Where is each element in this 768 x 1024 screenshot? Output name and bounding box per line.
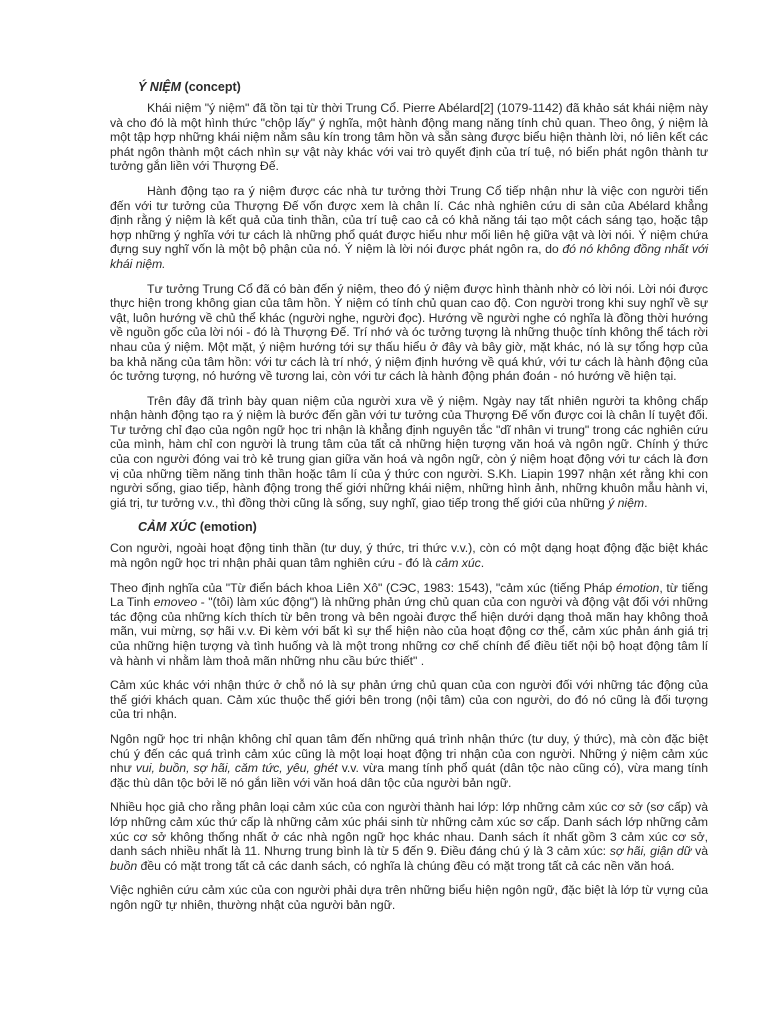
paragraph: Tư tưởng Trung Cổ đã có bàn đến ý niệm, theo đó ý niệm được hình thành nhờ có lời nói. Lời nói được thực hiện trong không gian của tâm hồn. Ý niệm có tính chủ quan cao độ. Con người trong khi suy nghĩ về sự vật, luôn hướng về chủ thể khác (người nghe, người đọc). Hướng về người nghe có nghĩa là đồng thời hướng về nguồn gốc của lời nói - đó là Thượng Đế. Trí nhớ và óc tưởng tượng là những thuộc tính không thể tách rời nhau của ý niệm. Một mặt, ý niệm hướng tới sự thấu hiểu ở đây và bây giờ, mặt khác, nó là sự tổng hợp của ba khả năng của tâm hồn: với tư cách là trí nhớ, ý niệm định hướng về quá khứ, với tư cách là hành động của óc tưởng tượng, nó hướng về tương lai, còn với tư cách là hành động phán đoán - nó hướng về hiện tại.	[110, 281, 708, 384]
paragraph: Việc nghiên cứu cảm xúc của con người phải dựa trên những biểu hiện ngôn ngữ, đặc biệt là lớp từ vựng của ngôn ngữ tự nhiên, thường nhật của người bản ngữ.	[110, 883, 708, 912]
heading-title: CẢM XÚC	[138, 520, 197, 535]
paragraph: Con người, ngoài hoạt động tinh thần (tư duy, ý thức, tri thức v.v.), còn có một dạng hoạt động đặc biệt khác mà ngôn ngữ học tri nhận phải quan tâm nghiên cứu - đó là cảm xúc.	[110, 541, 708, 571]
section-heading-concept	[110, 80, 708, 95]
paragraph: Ngôn ngữ học tri nhận không chỉ quan tâm đến những quá trình nhận thức (tư duy, ý thức), mà còn đặc biệt chú ý đến các quá trình cảm xúc cũng là một loại hoạt động tri nhận của con người. Những ý niệm cảm xúc như vui, buồn, sợ hãi, căm tức, yêu, ghét v.v. vừa mang tính phổ quát (dân tộc nào cũng có), vừa mang tính đặc thù dân tộc bởi lẽ nó gắn liền với văn hoá dân tộc của người bản ngữ.	[110, 731, 708, 790]
heading-subtitle: (emotion)	[199, 520, 257, 535]
heading-subtitle: (concept)	[184, 80, 241, 94]
paragraph: Cảm xúc khác với nhận thức ở chỗ nó là sự phản ứng chủ quan của con người đối với những tác động của thế giới khách quan. Cảm xúc thuộc thế giới bên trong (nội tâm) của con người, do đó nó cũng là đối tượng của tri nhận.	[110, 678, 708, 722]
section-heading-emotion	[110, 520, 708, 535]
heading-title: Ý NIỆM	[138, 80, 182, 94]
paragraph: Khái niệm "ý niệm" đã tồn tại từ thời Trung Cổ. Pierre Abélard[2] (1079-1142) đã khảo sát khái niệm này và cho đó là một hình thức "chộp lấy" ý nghĩa, một hành động mang năng tính chủ quan. Theo ông, ý niệm là một tập hợp những khái niệm nằm sâu kín trong tâm hồn và sẵn sàng được biểu hiện thành lời, nó liên kết các phát ngôn thành một cách nhìn sự vật này khác với vai trò quyết định của trí tuệ, nó biển phát ngôn thành tư tưởng gắn liền với Thượng Đế.	[110, 101, 708, 174]
paragraph: Theo định nghĩa của "Từ điển bách khoa Liên Xô" (СЭС, 1983: 1543), "cảm xúc (tiếng Pháp émotion, từ tiếng La Tinh emoveo - "(tôi) làm xúc động") là những phản ứng chủ quan của con người và động vật đối với những tác động của những kích thích từ bên trong và bên ngoài được thể hiện dưới dạng thoả mãn hay không thoả mãn, vui mừng, sợ hãi v.v. Đi kèm với bất kì sự thể hiện nào của hoạt động cơ thể, cảm xúc phản ánh giá trị của những hiện tượng và tình huống và là một trong những cơ chế chính để điều tiết nội bộ hoạt động tâm lí và hành vi nhằm làm thoả mãn những nhu cầu bức thiết" .	[110, 580, 709, 668]
paragraph: Nhiều học giả cho rằng phân loại cảm xúc của con người thành hai lớp: lớp những cảm xúc cơ sở (sơ cấp) và lớp những cảm xúc thứ cấp là những cảm xúc phái sinh từ những cảm xúc sơ cấp. Danh sách lớp những cảm xúc cơ sở không thống nhất ở các nhà ngôn ngữ học khác nhau. Danh sách ít nhất gồm 3 cảm xúc cơ sở, danh sách nhiều nhất là 11. Nhưng trung bình là từ 5 đến 9. Điều đáng chú ý là 3 cảm xúc: sợ hãi, giận dữ và buồn đều có mặt trong tất cả các danh sách, có nghĩa là chúng đều có mặt trong tất cả các nền văn hoá.	[110, 800, 708, 873]
paragraph: Trên đây đã trình bày quan niệm của người xưa về ý niệm. Ngày nay tất nhiên người ta không chấp nhận hành động tạo ra ý niệm là bước đến gần với tư tưởng của Thượng Đế vốn được coi là chân lí tuyệt đối. Tư tưởng chỉ đạo của ngôn ngữ học tri nhận là khẳng định nguyên tắc "dĩ nhân vi trung" trong các nghiên cứu của mình, hàm chỉ con người là trung tâm của tất cả những hiện tượng văn hoá và ngôn ngữ. Chính ý thức của con người đóng vai trò kẻ trung gian giữa văn hoá và ngôn ngữ, còn ý niệm hoạt động với tư cách là đơn vị của những tiềm năng tinh thần hoặc tâm lí của ý thức con người. S.Kh. Liapin 1997 nhận xét rằng khi con người sống, giao tiếp, hành động trong thế giới những khái niệm, những hình ảnh, những khuôn mẫu hành vi, giá trị, tư tưởng v.v., thì đồng thời cũng là sống, suy nghĩ, giao tiếp trong thế giới của những ý niệm.	[110, 393, 708, 510]
paragraph: Hành động tạo ra ý niệm được các nhà tư tưởng thời Trung Cổ tiếp nhận như là việc con người tiến đến với tư tưởng của Thượng Đế vốn được xem là chân lí. Các nhà nghiên cứu di sản của Abélard khẳng định rằng ý niệm là kết quả của tinh thần, của trí tuệ cao cả có khả năng tái tạo một cách sáng tạo, hoặc tập hợp những ý nghĩa với tư cách là những phổ quát được hiểu như mối liên hệ giữa vật và lời nói. Ý niệm chứa đựng suy nghĩ vốn là một bộ phận của nó. Ý niệm là lời nói được phát ngôn ra, do đó nó không đồng nhất với khái niệm.	[110, 183, 708, 271]
